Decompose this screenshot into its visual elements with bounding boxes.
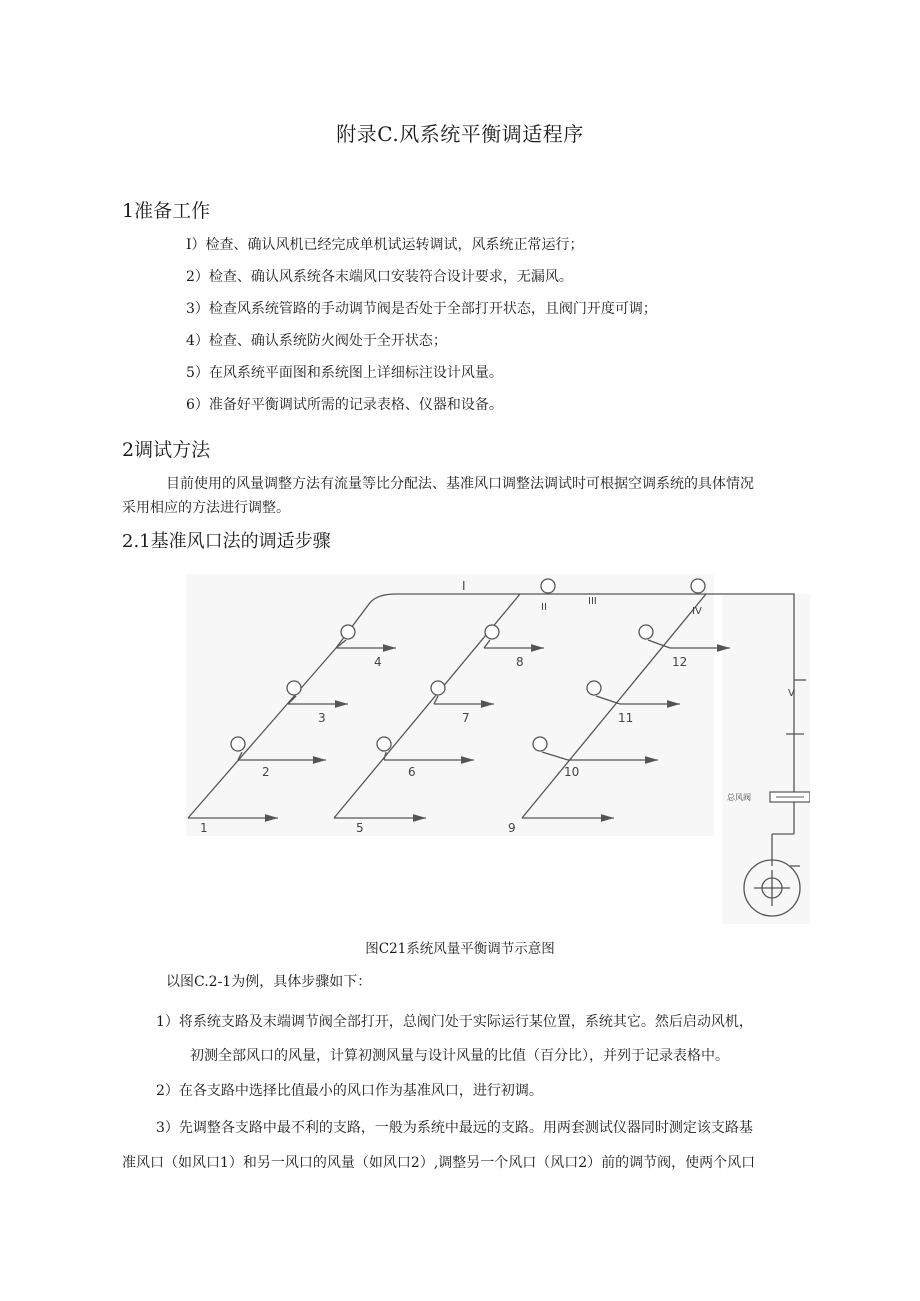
branch-label-I: I [462,579,466,593]
prep-item-4: 4）检查、确认系统防火阀处于全开状态； [186,333,447,349]
diffuser-icon [587,681,601,695]
method-paragraph-line-1: 目前使用的风量调整方法有流量等比分配法、基准风口调整法调试时可根据空调系统的具体情况 [166,476,754,492]
air-balance-diagram [186,574,810,926]
diffuser-icon [639,625,653,639]
outlet-label-5: 5 [356,821,364,835]
section-2-1-heading: 2.1基准风口法的调适步骤 [122,531,331,552]
diffuser-icon [287,681,301,695]
diagram-background [186,574,714,836]
outlet-label-8: 8 [516,655,524,669]
step-2: 2）在各支路中选择比值最小的风口作为基准风口，进行初调。 [156,1083,543,1099]
damper-label: 总风阀 [727,793,751,802]
prep-item-2: 2）检查、确认风系统各末端风口安装符合设计要求，无漏风。 [186,269,573,285]
step-1-line-2: 初测全部风口的风量，计算初测风量与设计风量的比值（百分比），并列于记录表格中。 [190,1048,729,1064]
section-2-heading: 2调试方法 [122,439,211,461]
step-3-line-1: 3）先调整各支路中最不利的支路，一般为系统中最远的支路。用两套测试仪器同时测定该支路基 [156,1120,753,1136]
outlet-label-7: 7 [462,711,470,725]
outlet-label-12: 12 [672,655,688,669]
branch-label-II: II [541,602,547,613]
method-paragraph-line-2: 采用相应的方法进行调整。 [122,500,290,516]
branch-label-V: V [788,688,795,699]
diffuser-icon [691,579,705,593]
section-1-heading: 1准备工作 [122,200,211,222]
figure-caption: 图C21系统风量平衡调节示意图 [365,941,555,957]
steps-intro: 以图C.2-1为例，具体步骤如下： [166,974,372,990]
diffuser-icon [377,737,391,751]
step-3-line-2: 准风口（如风口1）和另一风口的风量（如风口2）,调整另一个风口（风口2）前的调节阀，使两个风口 [122,1155,756,1171]
diffuser-icon [533,737,547,751]
outlet-label-6: 6 [408,765,416,779]
branch-label-III: III [588,596,597,607]
prep-item-1: I）检查、确认风机已经完成单机试运转调试，风系统正常运行； [186,237,584,253]
diffuser-icon [541,579,555,593]
diffuser-icon [341,625,355,639]
diffuser-icon [485,625,499,639]
outlet-label-3: 3 [318,711,326,725]
outlet-label-1: 1 [200,821,208,835]
outlet-label-2: 2 [262,765,270,779]
diffuser-icon [431,681,445,695]
step-1-line-1: 1）将系统支路及末端调节阀全部打开，总阀门处于实际运行某位置，系统其它。然后启动风机， [156,1014,753,1030]
page-title: 附录C.风系统平衡调适程序 [336,122,584,146]
outlet-label-4: 4 [374,655,382,669]
outlet-label-10: 10 [564,765,580,779]
outlet-label-11: 11 [618,711,634,725]
branch-label-IV: IV [692,606,702,617]
prep-item-3: 3）检查风系统管路的手动调节阀是否处于全部打开状态，且阀门开度可调； [186,301,657,317]
prep-item-5: 5）在风系统平面图和系统图上详细标注设计风量。 [186,365,503,381]
outlet-label-9: 9 [508,821,516,835]
diffuser-icon [231,737,245,751]
prep-item-6: 6）准备好平衡调试所需的记录表格、仪器和设备。 [186,397,503,413]
